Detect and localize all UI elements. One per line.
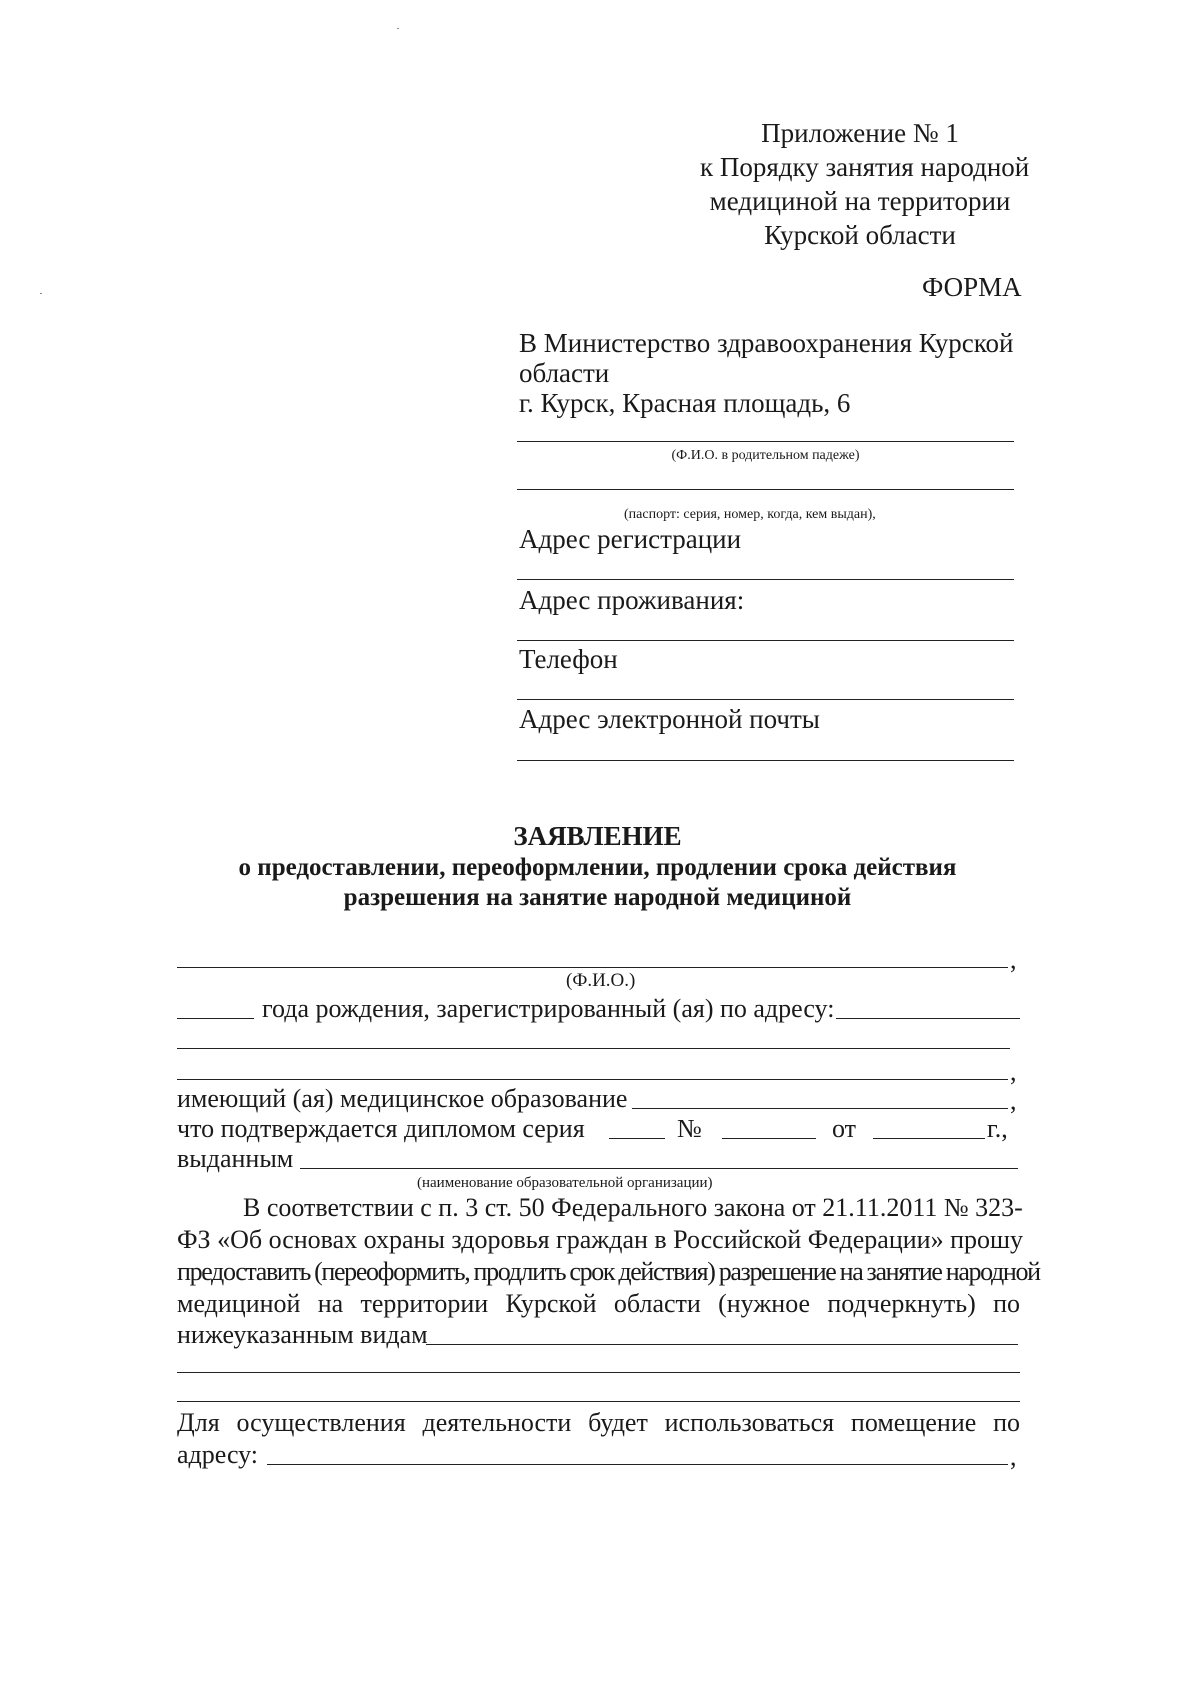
- diploma-number-label: №: [677, 1114, 702, 1143]
- addressee-line-3: г. Курск, Красная площадь, 6: [519, 388, 851, 418]
- para1-line-5: нижеуказанным видам: [177, 1320, 428, 1349]
- issued-org-line[interactable]: [300, 1168, 1018, 1169]
- para2-line-2: адресу:: [177, 1440, 259, 1469]
- comma: ,: [1010, 945, 1017, 974]
- activity-types-line-3[interactable]: [177, 1401, 1020, 1402]
- address-line-3[interactable]: [177, 1079, 1008, 1080]
- comma: ,: [1010, 1057, 1017, 1086]
- document-subtitle-2: разрешения на занятие народной медициной: [343, 884, 852, 911]
- para1-line-3: предоставить (переоформить, продлить срок действия) разрешение на занятие народной: [177, 1257, 1040, 1286]
- para2-line-1: Для осуществления деятельности будет использоваться помещение по: [177, 1408, 1020, 1437]
- appendix-block: [700, 118, 1030, 251]
- reg-address-label: Адрес регистрации: [519, 524, 742, 554]
- addressee-line-2: области: [519, 358, 610, 388]
- comma: ,: [1010, 1442, 1017, 1471]
- applicant-fio-caption: (Ф.И.О.): [566, 970, 636, 991]
- passport-field-line[interactable]: [517, 489, 1014, 490]
- email-label: Адрес электронной почты: [519, 704, 820, 734]
- reg-address-line[interactable]: [517, 579, 1014, 580]
- premises-address-line[interactable]: [267, 1464, 1008, 1465]
- org-caption: (наименование образовательной организации): [417, 1175, 713, 1191]
- passport-caption: (паспорт: серия, номер, когда, кем выдан),: [624, 507, 876, 522]
- scan-speck: [397, 28, 399, 29]
- education-label: имеющий (ая) медицинское образование: [177, 1084, 628, 1113]
- live-address-label: Адрес проживания:: [519, 585, 745, 615]
- scan-speck: [40, 293, 42, 294]
- diploma-series-label: что подтверждается дипломом серия: [177, 1114, 585, 1143]
- phone-label: Телефон: [519, 644, 618, 674]
- email-line[interactable]: [517, 760, 1014, 761]
- address-line-2[interactable]: [177, 1048, 1010, 1049]
- comma: ,: [1010, 1086, 1017, 1115]
- issued-label: выданным: [177, 1144, 294, 1173]
- document-subtitle-1: о предоставлении, переоформлении, продлении срока действия: [238, 854, 957, 881]
- education-line[interactable]: [632, 1108, 1008, 1109]
- document-title: ЗАЯВЛЕНИЕ: [513, 821, 682, 851]
- appendix-line-2: к Порядку занятия народной: [700, 152, 1030, 182]
- form-label: ФОРМА: [922, 272, 1022, 302]
- appendix-line-3: медициной на территории: [709, 186, 1011, 216]
- live-address-line[interactable]: [517, 640, 1014, 641]
- birth-year-text: года рождения, зарегистрированный (ая) по адресу:: [262, 994, 835, 1023]
- appendix-line-1: Приложение № 1: [761, 118, 959, 148]
- phone-line[interactable]: [517, 699, 1014, 700]
- addressee-line-1: В Министерство здравоохранения Курской: [519, 328, 1014, 358]
- diploma-date-line[interactable]: [873, 1138, 985, 1139]
- para1-line-1: В соответствии с п. 3 ст. 50 Федерального закона от 21.11.2011 № 323-: [243, 1193, 1023, 1222]
- fio-field-line[interactable]: [517, 441, 1014, 442]
- diploma-number-line[interactable]: [722, 1138, 816, 1139]
- diploma-date-label: от: [832, 1114, 857, 1143]
- activity-types-line-2[interactable]: [177, 1372, 1020, 1373]
- activity-types-line-1[interactable]: [426, 1344, 1018, 1345]
- diploma-series-line[interactable]: [609, 1138, 665, 1139]
- para1-line-2: ФЗ «Об основах охраны здоровья граждан в Российской Федерации» прошу: [177, 1225, 1024, 1254]
- diploma-year-suffix: г.,: [987, 1114, 1008, 1143]
- applicant-fio-line[interactable]: [177, 967, 1008, 968]
- fio-genitive-caption: (Ф.И.О. в родительном падеже): [671, 448, 860, 463]
- reg-address-inline-line[interactable]: [836, 1018, 1020, 1019]
- birth-year-line[interactable]: [177, 1018, 254, 1019]
- appendix-line-4: Курской области: [764, 220, 956, 250]
- para1-line-4: медициной на территории Курской области (нужное подчеркнуть) по: [177, 1289, 1020, 1318]
